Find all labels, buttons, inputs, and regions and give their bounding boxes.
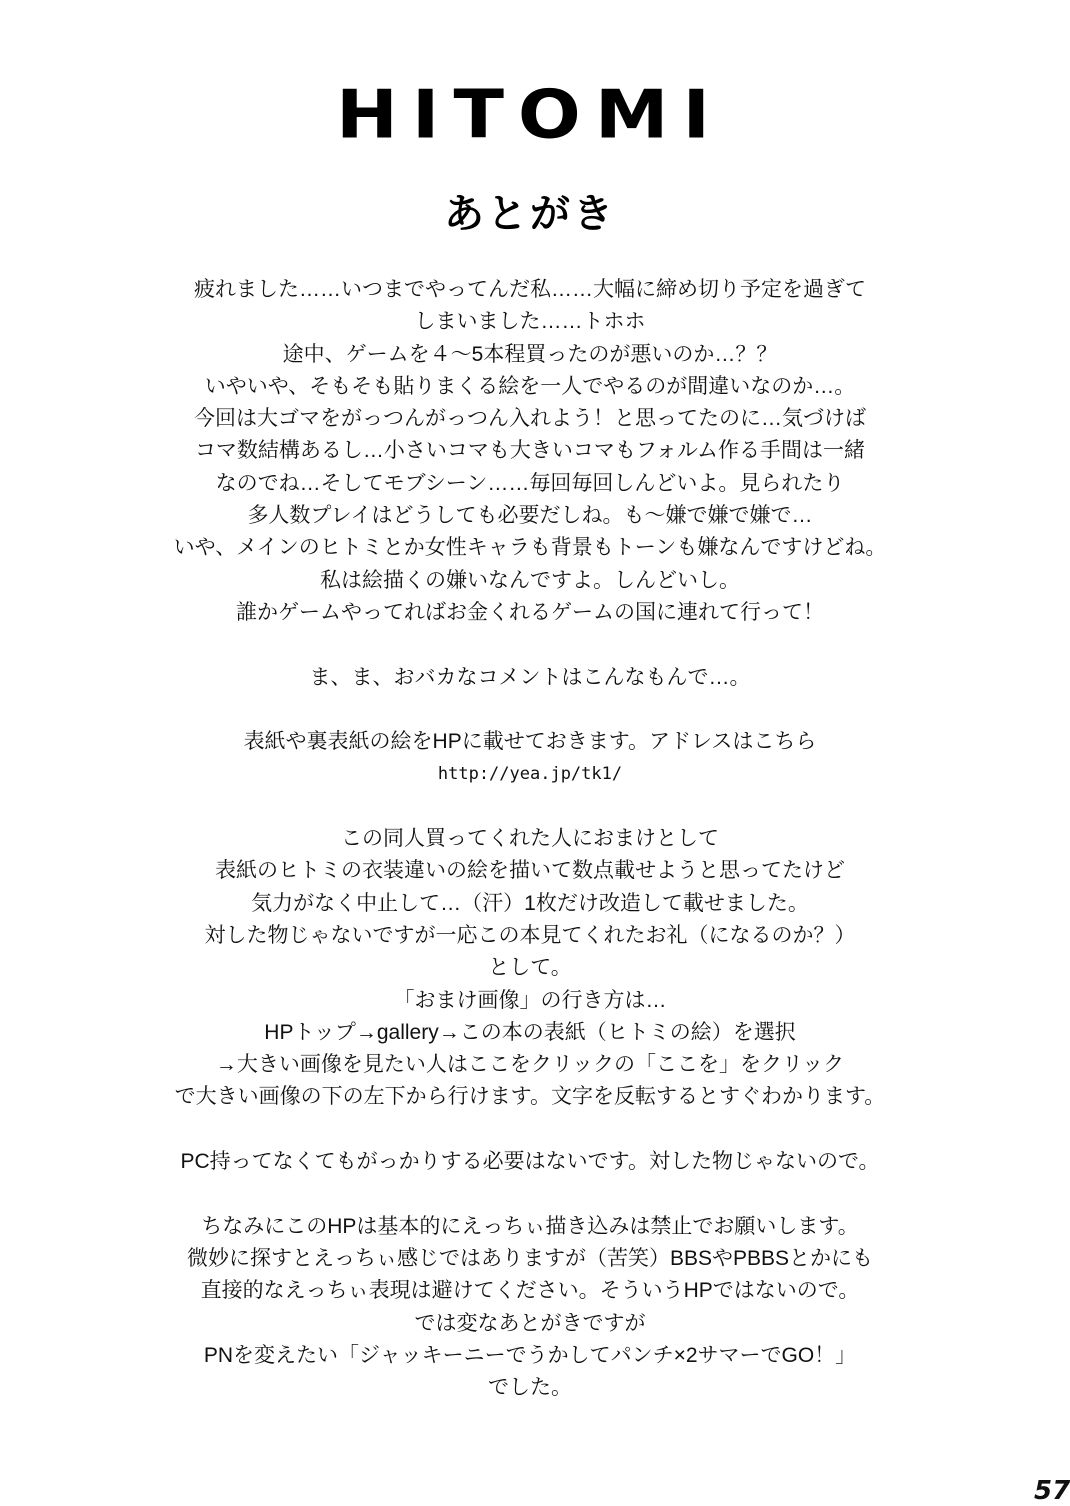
text-line: 微妙に探すとえっちぃ感じではありますが（苦笑）BBSやPBBSとかにも	[186, 1246, 874, 1270]
text-line: 気力がなく中止して…（汗）1枚だけ改造して載せました。	[251, 891, 809, 915]
text-line: ま、ま、おバカなコメントはこんなもんで…。	[309, 665, 751, 689]
paragraph	[0, 726, 1060, 791]
text-line: この同人買ってくれた人におまけとして	[341, 827, 719, 851]
text-line: コマ数結構あるし…小さいコマも大きいコマもフォルム作る手間は一緒	[194, 439, 866, 463]
text-line: として。	[488, 956, 572, 980]
text-line: ちなみにこのHPは基本的にえっちぃ描き込みは禁止でお願いします。	[201, 1214, 859, 1238]
paragraph	[0, 1211, 1060, 1405]
text-line: 疲れました……いつまでやってんだ私……大幅に締め切り予定を過ぎて	[194, 278, 866, 301]
text-line: 途中、ゲームを４～5本程買ったのが悪いのか…？？	[282, 342, 778, 366]
paragraph	[0, 1146, 1060, 1178]
text-line: 私は絵描くの嫌いなんですよ。しんどいし。	[320, 568, 740, 592]
text-line: PC持ってなくてもがっかりする必要はないです。対した物じゃないので。	[180, 1150, 880, 1174]
text-line: 「おまけ画像」の行き方は…	[393, 988, 667, 1012]
paragraph	[0, 823, 1060, 1114]
text-line: いやいや、そもそも貼りまくる絵を一人でやるのが間違いなのか…。	[204, 374, 856, 398]
text-line: 今回は大ゴマをがっつんがっつん入れよう！と思ってたのに…気づけば	[194, 407, 866, 431]
text-line: 表紙や裏表紙の絵をHPに載せておきます。アドレスはこちら	[243, 730, 817, 754]
text-line: なのでね…そしてモブシーン……毎回毎回しんどいよ。見られたり	[215, 471, 845, 495]
page-title-logo: HITOMI	[335, 76, 725, 154]
section-heading: あとがき	[444, 191, 616, 237]
text-line: で大きい画像の下の左下から行けます。文字を反転するとすぐわかります。	[174, 1085, 886, 1109]
text-line: でした。	[488, 1376, 572, 1400]
text-line: しまいました……トホホ	[414, 310, 646, 334]
text-line: 対した物じゃないですが一応この本見てくれたお礼（になるのか？）	[204, 923, 856, 947]
text-line: 表紙のヒトミの衣装違いの絵を描いて数点載せようと思ってたけど	[215, 859, 845, 883]
text-line: →大きい画像を見たい人はここをクリックの「ここを」をクリック	[215, 1053, 845, 1077]
text-line: 誰かゲームやってればお金くれるゲームの国に連れて行って！	[236, 600, 824, 624]
paragraph	[0, 274, 1060, 629]
afterword-body	[0, 274, 1060, 1437]
text-line: 直接的なえっちぃ表現は避けてください。そういうHPではないので。	[200, 1279, 860, 1303]
text-line: HPトップ→gallery→この本の表紙（ヒトミの絵）を選択	[264, 1020, 796, 1044]
paragraph	[0, 662, 1060, 694]
text-line: PNを変えたい「ジャッキーニーでうかしてパンチ×2サマーでGO！」	[203, 1343, 857, 1367]
page-number: 57	[1034, 1476, 1070, 1506]
text-line: 多人数プレイはどうしても必要だしね。も～嫌で嫌で嫌で…	[247, 504, 813, 528]
text-line: いや、メインのヒトミとか女性キャラも背景もトーンも嫌なんですけどね。	[173, 536, 887, 560]
text-line: では変なあとがきですが	[414, 1311, 646, 1335]
url-text: http://yea.jp/tk1/	[437, 764, 623, 785]
